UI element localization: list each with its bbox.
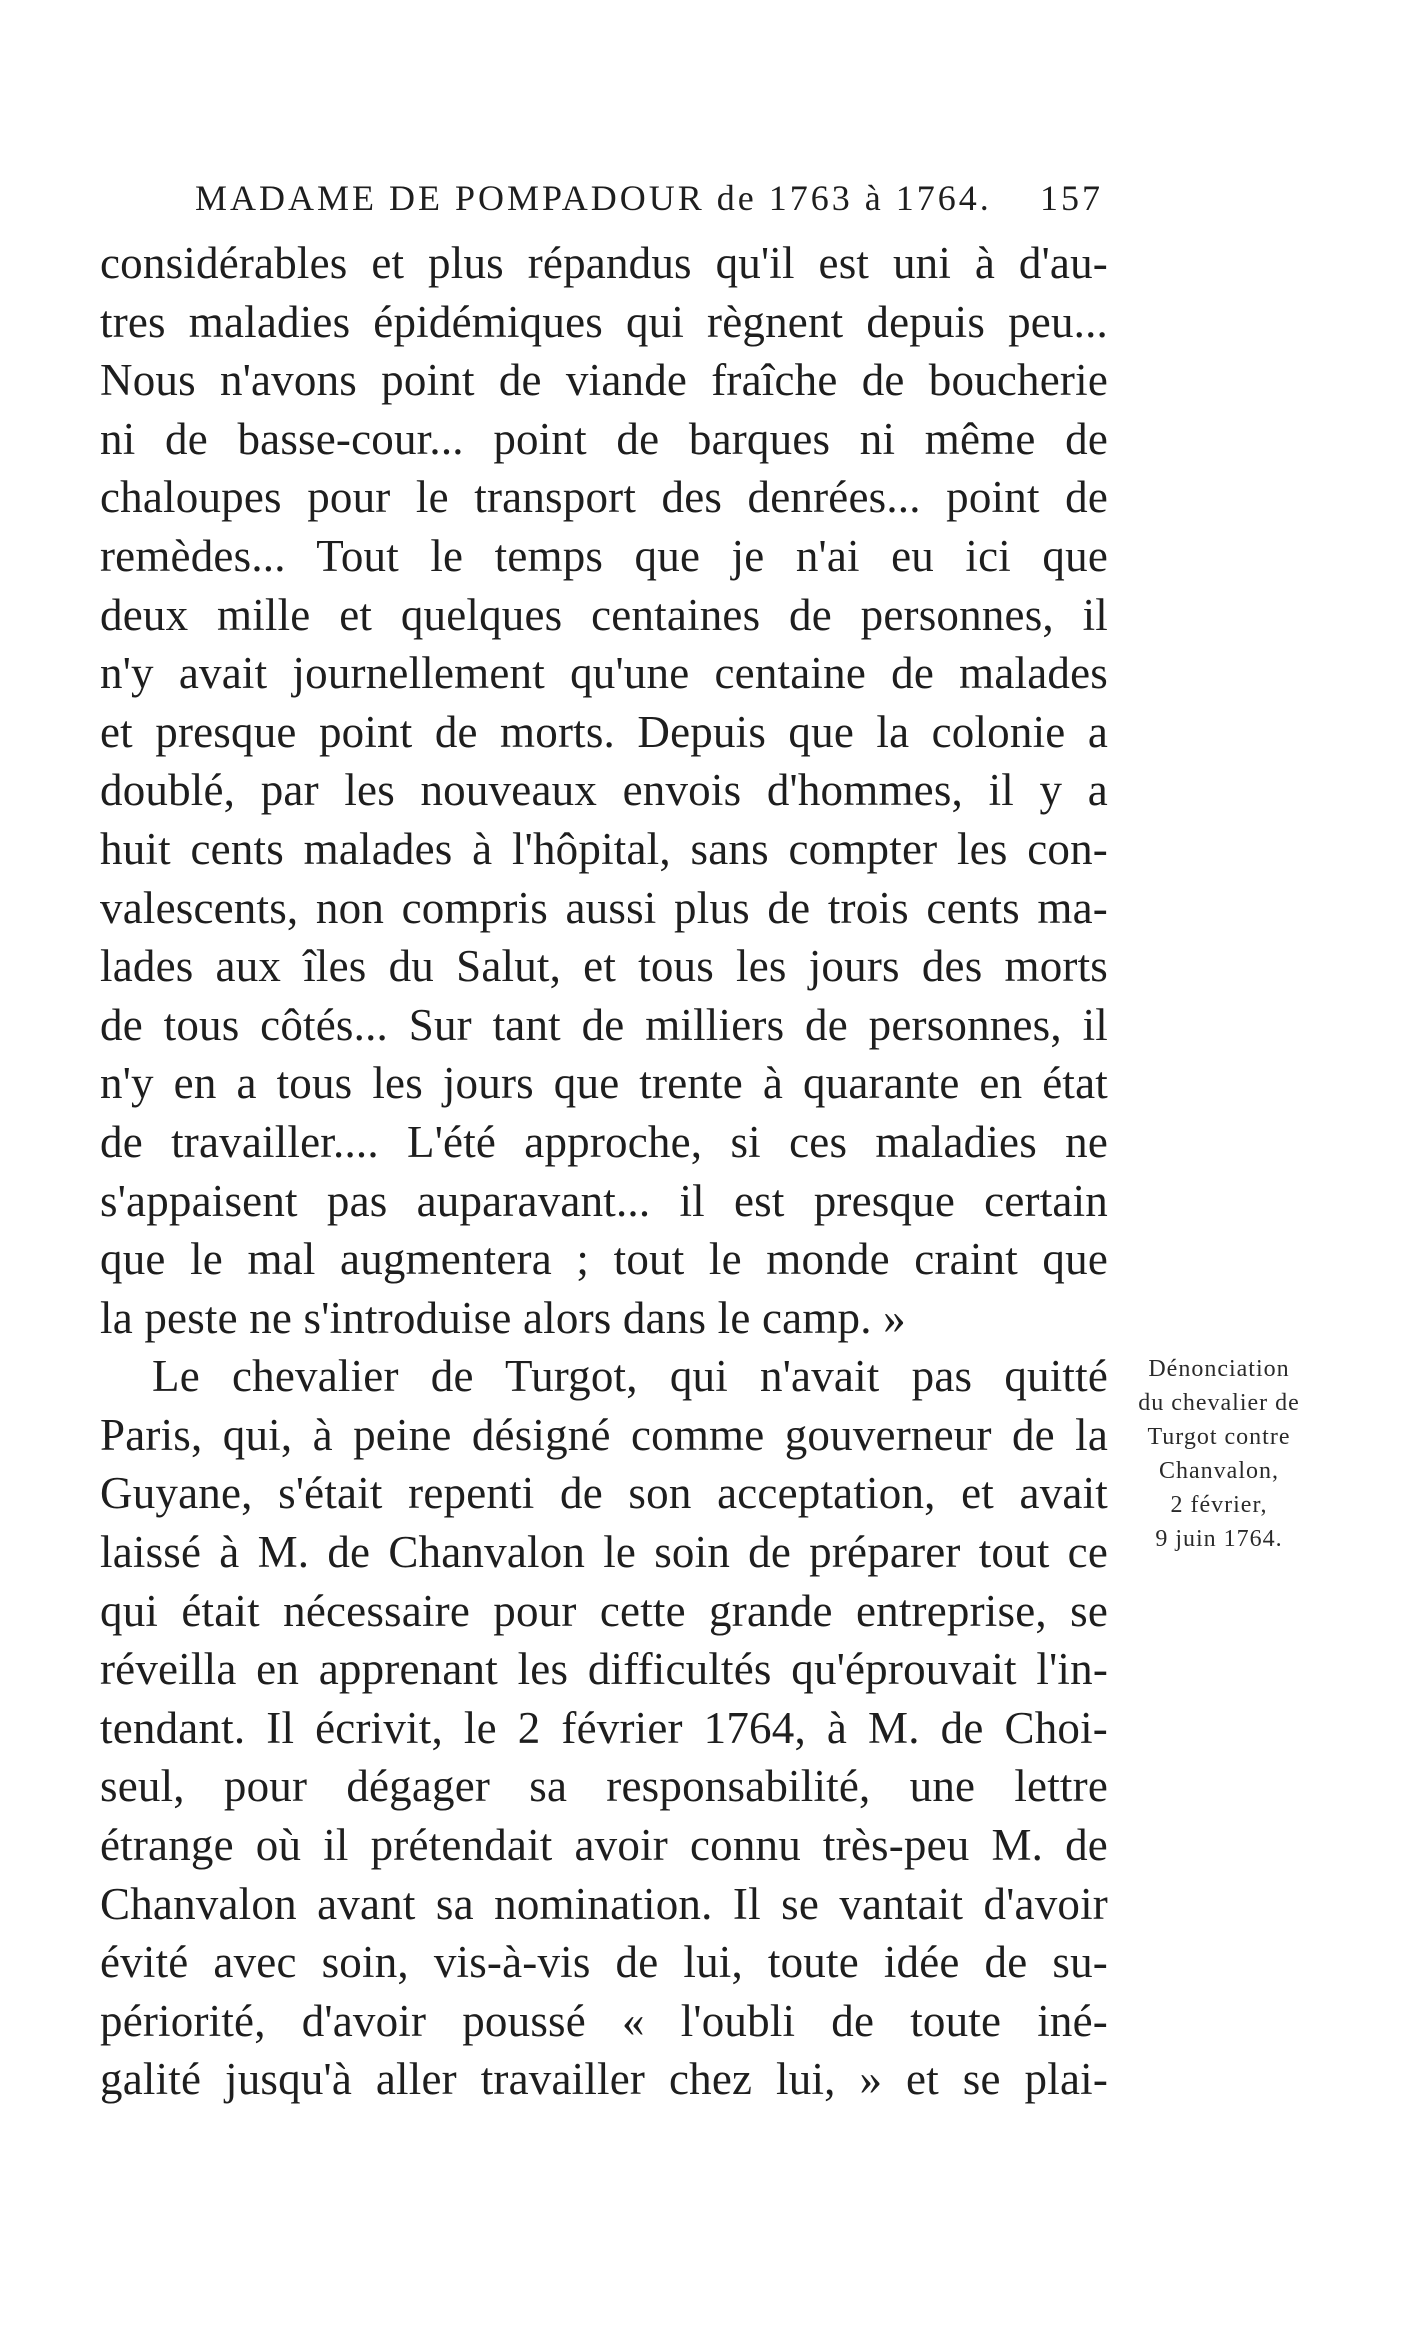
margin-note — [1124, 1352, 1314, 1556]
text-line: qui était nécessaire pour cette grande entreprise, se — [100, 1585, 1108, 1636]
margin-note-line: 2 février, — [1170, 1492, 1268, 1518]
text-line: n'y en a tous les jours que trente à quarante en état — [100, 1058, 1108, 1109]
text-line: considérables et plus répandus qu'il est uni à d'au- — [100, 238, 1108, 288]
margin-note-line: Chanvalon, — [1159, 1458, 1279, 1484]
text-line: seul, pour dégager sa responsabilité, une lettre — [100, 1761, 1108, 1812]
text-line: lades aux îles du Salut, et tous les jours des morts — [100, 941, 1108, 992]
text-line: s'appaisent pas auparavant... il est presque certain — [100, 1175, 1108, 1226]
margin-note-line: du chevalier de — [1138, 1390, 1300, 1416]
text-line: que le mal augmentera ; tout le monde craint que — [100, 1234, 1108, 1285]
text-line: galité jusqu'à aller travailler chez lui, » et se plai- — [100, 2054, 1108, 2105]
text-line: huit cents malades à l'hôpital, sans compter les con- — [100, 823, 1108, 874]
text-line: de travailler.... L'été approche, si ces maladies ne — [100, 1116, 1108, 1167]
text-line: valescents, non compris aussi plus de trois cents ma- — [100, 882, 1108, 933]
text-line: remèdes... Tout le temps que je n'ai eu ici que — [100, 530, 1108, 581]
text-line: tendant. Il écrivit, le 2 février 1764, à M. de Choi- — [100, 1702, 1108, 1753]
text-line: n'y avait journellement qu'une centaine de malades — [100, 648, 1108, 699]
text-line: Chanvalon avant sa nomination. Il se vantait d'avoir — [100, 1878, 1108, 1929]
margin-note-line: Turgot contre — [1147, 1424, 1291, 1450]
margin-note-line: 9 juin 1764. — [1155, 1526, 1283, 1552]
text-line: deux mille et quelques centaines de personnes, il — [100, 589, 1108, 640]
text-line: laissé à M. de Chanvalon le soin de préparer tout ce — [100, 1527, 1108, 1578]
text-line: de tous côtés... Sur tant de milliers de personnes, il — [100, 999, 1108, 1050]
text-line: réveilla en apprenant les difficultés qu'éprouvait l'in- — [100, 1644, 1108, 1695]
page-number: 157 — [1040, 178, 1103, 218]
text-line: Guyane, s'était repenti de son acceptation, et avait — [100, 1468, 1108, 1519]
body-text — [100, 234, 1108, 2109]
text-line: doublé, par les nouveaux envois d'hommes, il y a — [100, 765, 1108, 816]
text-line: et presque point de morts. Depuis que la colonie a — [100, 706, 1108, 757]
text-line: étrange où il prétendait avoir connu très-peu M. de — [100, 1820, 1108, 1871]
margin-note-line: Dénonciation — [1148, 1356, 1290, 1382]
text-line: Nous n'avons point de viande fraîche de boucherie — [100, 355, 1108, 406]
running-head — [195, 168, 1103, 228]
text-line: chaloupes pour le transport des denrées... point de — [100, 472, 1108, 523]
text-line: périorité, d'avoir poussé « l'oubli de toute iné- — [100, 1995, 1108, 2046]
text-line: Paris, qui, à peine désigné comme gouverneur de la — [100, 1409, 1108, 1460]
text-line: Le chevalier de Turgot, qui n'avait pas quitté — [152, 1351, 1108, 1402]
text-line: évité avec soin, vis-à-vis de lui, toute idée de su- — [100, 1937, 1108, 1988]
text-line: ni de basse-cour... point de barques ni même de — [100, 413, 1108, 464]
running-head-title: MADAME DE POMPADOUR de 1763 à 1764. — [195, 178, 992, 218]
text-line: tres maladies épidémiques qui règnent depuis peu... — [100, 296, 1108, 347]
text-line: la peste ne s'introduise alors dans le camp. » — [100, 1292, 906, 1343]
